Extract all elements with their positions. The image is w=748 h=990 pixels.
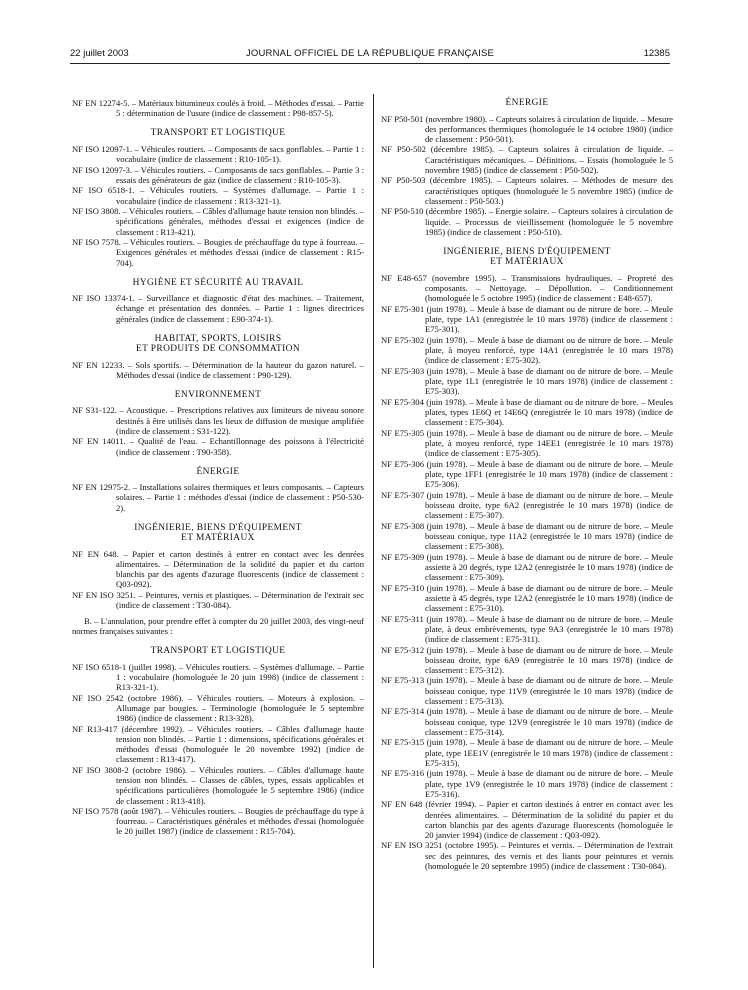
norm-entry: NF E75-312 (juin 1978). – Meule à base de diamant ou de nitrure de bore. – Meule boisseau droite, type 6A9 (enregistrée le 10 mars 1978) (indice de classement : E75-312).: [381, 644, 673, 675]
right-column: [381, 98, 673, 871]
entry-list: [381, 114, 673, 237]
norm-entry: NF E75-310 (juin 1978). – Meule à base de diamant ou de nitrure de bore. – Meule assiette à 45 degrés, type 12A2 (enregistrée le 10 mars 1978) (indice de classement : E75-310).: [381, 582, 673, 613]
norm-entry: NF E75-308 (juin 1978). – Meule à base de diamant ou de nitrure de bore. – Meule boisseau conique, type 11A2 (enregistrée le 10 mars 1978) (indice de classement : E75-308).: [381, 520, 673, 551]
norm-entry: NF P50-503 (décembre 1985). – Capteurs solaires. – Méthodes de mesure des caractéristiques optiques (homologuée le 5 novembre 1985) (indice de classement : P50-503.): [381, 175, 673, 206]
norm-entry: NF EN 648 (février 1994). – Papier et carton destinés à entrer en contact avec les denrées alimentaires. – Détermination de la solidité du papier et du carton blanchis par des agents d'azurage fluorescents (homologuée le 20 janvier 1994) (indice de classement : Q03-092).: [381, 799, 673, 840]
norm-entry: NF ISO 3808. – Véhicules routiers. – Câbles d'allumage haute tension non blindés. – spécifications générales, méthodes d'essai et exigences (indice de classement : R13-421).: [72, 206, 364, 237]
section-heading: [381, 247, 673, 268]
section-heading: ENVIRONNEMENT: [174, 389, 262, 400]
norm-entry: NF E75-311 (juin 1978). – Meule à base de diamant ou de nitrure de bore. – Meule plate, à deux embrèvements, type 9A3 (enregistrée le 10 mars 1978) (indice de classement : E75-311).: [381, 613, 673, 644]
norm-entry: NF E48-657 (novembre 1995). – Transmissions hydrauliques. – Propreté des composants. – Nettoyage. – Dépollution. – Conditionnement (homologuée le 5 octobre 1995) (indice de classement : E48-657).: [381, 272, 673, 304]
section-heading-line: HABITAT, SPORTS, LOISIRS: [154, 333, 282, 344]
header-rule: [70, 63, 670, 64]
entry-list: [72, 144, 364, 268]
norm-entry: NF E75-307 (juin 1978). – Meule à base de diamant ou de nitrure de bore. – Meule boisseau droite, type 6A2 (enregistrée le 10 mars 1978) (indice de classement : E75-307).: [381, 489, 673, 520]
entry-list: [72, 482, 364, 512]
section-heading-line: INGÉNIERIE, BIENS D'ÉQUIPEMENT: [134, 522, 302, 533]
norm-entry: NF ISO 6518-1 (juillet 1998). – Véhicules routiers. – Systèmes d'allumage. – Partie 1 : vocabulaire (homologuée le 20 juin 1998) (indice de classement : R13-321-1).: [72, 661, 364, 693]
norm-entry: NF ISO 7578. – Véhicules routiers. – Bougies de préchauffage du type à fourreau. – Exigences générales et méthodes d'essai (indice de classement : R15-704).: [72, 237, 364, 268]
entry-list: [72, 549, 364, 610]
norm-entry: NF S31-122. – Acoustique. – Prescriptions relatives aux limiteurs de niveau sonore destinés à être utilisés dans les lieux de diffusion de musique amplifiée (indice de classement : S31-122).: [72, 405, 364, 436]
norm-entry: NF E75-302 (juin 1978). – Meule à base de diamant ou de nitrure de bore. – Meule plate, à moyeu renforcé, type 14A1 (enregistrée le 10 mars 1978) (indice de classement : E75-302).: [381, 334, 673, 366]
section-heading-line: ET PRODUITS DE CONSOMMATION: [135, 344, 301, 355]
norm-entry: NF E75-304 (juin 1978). – Meule à base de diamant ou de nitrure de bore. – Meules plates, types 1E6Q et 14E6Q (enregistrée le 10 mars 1978) (indice de classement : E75-304).: [381, 396, 673, 428]
section-heading-line: ET MATÉRIAUX: [181, 533, 255, 544]
norm-entry: NF R13-417 (décembre 1992). – Véhicules routiers. – Câbles d'allumage haute tension non blindés. – Partie 1 : dimensions, spécifications générales et méthodes d'essai (homologuée le 20 novembre 1992) (indice de classement : R13-417).: [72, 723, 364, 765]
norm-entry: NF ISO 12097-1. – Véhicules routiers. – Composants de sacs gonflables. – Partie 1 : vocabulaire (indice de classement : R10-105-1).: [72, 143, 364, 164]
norm-entry: NF ISO 7578 (août 1987). – Véhicules routiers. – Bougies de préchauffage du type à fourreau. – Caractéristiques générales et méthodes d'essai (homologuée le 20 juillet 1987) (indice de classement : R15-704).: [72, 806, 364, 837]
norm-entry: NF E75-309 (juin 1978). – Meule à base de diamant ou de nitrure de bore. – Meule assiette à 20 degrés, type 12A2 (enregistrée le 10 mars 1978) (indice de classement : E75-309).: [381, 551, 673, 582]
norm-entry: NF ISO 3808-2 (octobre 1986). – Véhicules routiers. – Câbles d'allumage haute tension non blindés. – Classes de câbles, types, essais applicables et spécifications particulières (homologuée le 5 septembre 1986) (indice de classement : R13-418).: [72, 765, 364, 806]
entry-list: [72, 405, 364, 456]
norm-entry: NF E75-313 (juin 1978). – Meule à base de diamant ou de nitrure de bore. – Meule boisseau conique, type 11V9 (enregistrée le 10 mars 1978) (indice de classement : E75-313).: [381, 675, 673, 706]
norm-entry: NF E75-314 (juin 1978). – Meule à base de diamant ou de nitrure de bore. – Meule boisseau conique, type 12V9 (enregistrée le 10 mars 1978) (indice de classement : E75-314).: [381, 706, 673, 737]
entry-list: [72, 662, 364, 837]
entry-list: [72, 293, 364, 323]
norm-entry: NF EN ISO 3251. – Peintures, vernis et plastiques. – Détermination de l'extrait sec (indice de classement : T30-084).: [72, 589, 364, 610]
section-heading: TRANSPORT ET LOGISTIQUE: [150, 646, 286, 657]
norm-entry: NF ISO 12097-3. – Véhicules routiers. – Composants de sacs gonflables. – Partie 3 : essais des générateurs de gaz (indice de classement : R10-105-3).: [72, 164, 364, 185]
norm-entry: NF E75-306 (juin 1978). – Meule à base de diamant ou de nitrure de bore. – Meule plate, type 1FF1 (enregistrée le 10 mars 1978) (indice de classement : E75-306).: [381, 458, 673, 489]
section-heading-line: INGÉNIERIE, BIENS D'ÉQUIPEMENT: [443, 246, 611, 257]
norm-entry: NF EN 648. – Papier et carton destinés à entrer en contact avec les denrées alimentaires. – Détermination de la solidité du papier et du carton blanchis par des agents d'azurage fluorescents (indice de classement : Q03-092).: [72, 548, 364, 590]
norm-entry: NF P50-502 (décembre 1985). – Capteurs solaires à circulation de liquide. – Caractéristiques mécaniques. – Définitions. – Essais (homologuée le 5 novembre 1985) (indice de classement : P50-502).: [381, 144, 673, 175]
column-divider: [373, 94, 374, 968]
norm-entry: NF E75-315 (juin 1978). – Meule à base de diamant ou de nitrure de bore. – Meule plate, type 1EE1V (enregistrée le 10 mars 1978) (indice de classement : E75-315).: [381, 737, 673, 768]
section-heading: HYGIÈNE ET SÉCURITÉ AU TRAVAIL: [132, 277, 304, 288]
norm-entry: NF ISO 6518-1. – Véhicules routiers. – Systèmes d'allumage. – Partie 1 : vocabulaire (indice de classement : R13-321-1).: [72, 185, 364, 206]
norm-entry: NF ISO 13374-1. – Surveillance et diagnostic d'état des machines. – Traitement, échange et présentation des données. – Partie 1 : lignes directrices générales (indice de classement : E90-374-1).: [72, 293, 364, 324]
norm-entry: NF EN 14011. – Qualité de l'eau. – Echantillonnage des poissons à l'électricité (indice de classement : T90-358).: [72, 436, 364, 457]
section-heading: ÉNERGIE: [196, 466, 240, 477]
entry-list: [381, 273, 673, 871]
norm-entry: NF E75-301 (juin 1978). – Meule à base de diamant ou de nitrure de bore. – Meule plate, type 1A1 (enregistrée le 10 mars 1978) (indice de classement : E75-301).: [381, 303, 673, 335]
norm-entry: NF EN 12975-2. – Installations solaires thermiques et leurs composants. – Capteurs solaires. – Partie 1 : méthodes d'essai (indice de classement : P50-530-2).: [72, 482, 364, 513]
norm-entry: NF P50-510 (décembre 1985). – Energie solaire. – Capteurs solaires à circulation de liquide. – Processus de vieillissement (homologuée le 5 novembre 1985) (indice de classement : P50-510).: [381, 206, 673, 237]
page-number: 12385: [643, 48, 670, 59]
norm-entry: NF ISO 2542 (octobre 1986). – Véhicules routiers. – Moteurs à explosion. – Allumage par bougies. – Terminologie (homologuée le 5 septembre 1986) (indice de classement : R13-328).: [72, 692, 364, 724]
section-heading: TRANSPORT ET LOGISTIQUE: [150, 128, 286, 139]
section-heading-line: ET MATÉRIAUX: [490, 257, 564, 268]
page-header: [70, 48, 670, 62]
norm-entry: NF P50-501 (novembre 1980). – Capteurs solaires à circulation de liquide. – Mesure des performances thermiques (homologuée le 14 octobre 1980) (indice de classement : P50-501).: [381, 113, 673, 144]
norm-entry: NF EN ISO 3251 (octobre 1995). – Peintures et vernis. – Détermination de l'extrait sec des peintures, des vernis et des liants pour peintures et vernis (homologuée le 20 septembre 1995) (indice de classement : T30-084).: [381, 840, 673, 871]
journal-title: JOURNAL OFFICIEL DE LA RÉPUBLIQUE FRANÇAISE: [245, 48, 495, 59]
section-heading: [72, 523, 364, 544]
section-heading: ÉNERGIE: [505, 98, 549, 108]
header-date: 22 juillet 2003: [70, 48, 129, 59]
norm-entry: NF E75-303 (juin 1978). – Meule à base de diamant ou de nitrure de bore. – Meule plate, type 1L1 (enregistrée le 10 mars 1978) (indice de classement : E75-303).: [381, 365, 673, 397]
norm-entry: NF EN 12233. – Sols sportifs. – Détermination de la hauteur du gazon naturel. – Méthodes d'essai (indice de classement : P90-129).: [72, 359, 364, 380]
entry-list: [72, 360, 364, 380]
norm-entry: NF EN 12274-5. – Matériaux bitumineux coulés à froid. – Méthodes d'essai. – Partie 5 : détermination de l'usure (indice de classement : P98-857-5).: [72, 98, 364, 119]
norm-entry: NF E75-316 (juin 1978). – Meule à base de diamant ou de nitrure de bore. – Meule plate, type 1V9 (enregistrée le 10 mars 1978) (indice de classement : E75-316).: [381, 768, 673, 799]
section-heading: [72, 334, 364, 355]
left-column: [72, 98, 364, 837]
annulation-paragraph: B. – L'annulation, pour prendre effet à compter du 20 juillet 2003, des vingt-neuf normes françaises suivantes :: [72, 616, 364, 637]
norm-entry: NF E75-305 (juin 1978). – Meule à base de diamant ou de nitrure de bore. – Meule plate, à moyeu renforcé, type 14EE1 (enregistrée le 10 mars 1978) (indice de classement : E75-305).: [381, 427, 673, 459]
